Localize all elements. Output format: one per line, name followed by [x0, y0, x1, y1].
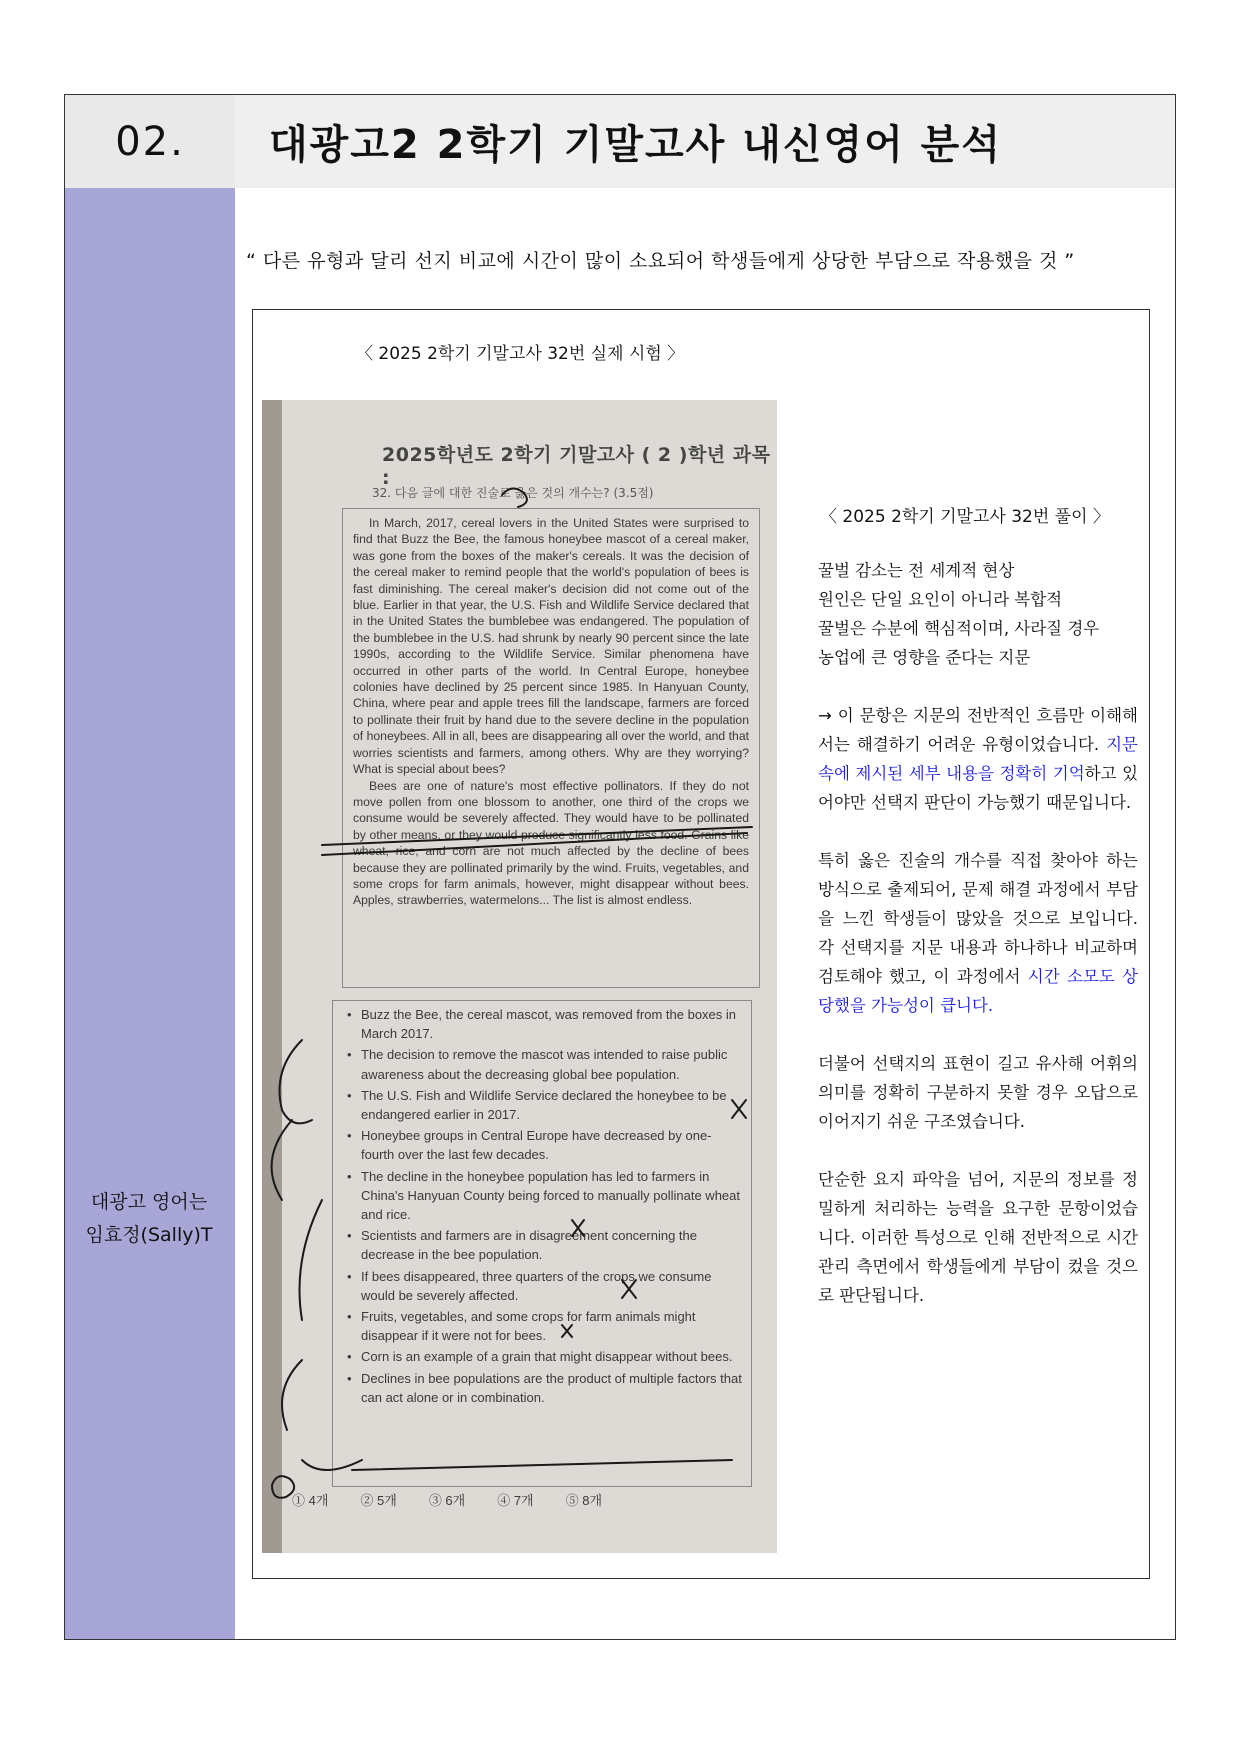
- quote-text: “ 다른 유형과 달리 선지 비교에 시간이 많이 소요되어 학생들에게 상당한 부담으로 작용했을 것 ”: [246, 250, 1075, 272]
- choice-5: ⑤ 8개: [565, 1493, 603, 1508]
- passage-paragraph: In March, 2017, cereal lovers in the United States were surprised to find that Buzz the Bee, the famous honeybee mascot of a cereal maker, was gone from the boxes of the maker's cereals. It was the decision of the cereal maker to remind people that the world's population of bees is fast diminishing. The cereal maker's decision did not come out of the blue. Earlier in that year, the U.S. Fish and Wildlife Service declared that in the United States the bumblebee was endangered. The population of the bumblebee in the U.S. had shrunk by nearly 90 percent since the late 1990s, according to the Wildlife Service. Similar phenomena have occurred in other parts of the world. In Central Europe, honeybee colonies have declined by 25 percent since 1985. In Hanyuan County, China, where pear and apple trees fill the landscape, farmers are forced to pollinate their fruit by hand due to the severe decline in the population of honeybees. All in all, bees are disappearing all over the world, and that worries scientists and farmers, among others. Why are they worrying? What is special about bees?: [353, 516, 749, 777]
- solution-body: [818, 556, 1138, 1339]
- option-item: • The decision to remove the mascot was intended to raise public awareness about the decreasing global bee population.: [347, 1045, 743, 1083]
- summary-line: 꿀벌 감소는 전 세계적 현상: [818, 561, 1015, 580]
- exam-caption: 〈 2025 2학기 기말고사 32번 실제 시험 〉: [356, 344, 685, 364]
- solution-paragraph-2: [818, 846, 1138, 1020]
- choice-2: ② 5개: [360, 1493, 397, 1508]
- exam-passage: [342, 508, 760, 988]
- option-item: • Fruits, vegetables, and some crops for farm animals might disappear if it were not for bees.: [347, 1307, 743, 1345]
- sidebar: [65, 188, 235, 1639]
- exam-photo: [262, 400, 777, 1553]
- solution-paragraph-4: 단순한 요지 파악을 넘어, 지문의 정보를 정밀하게 처리하는 능력을 요구한 문항이었습니다. 이러한 특성으로 인해 전반적으로 시간 관리 측면에서 학생들에게 부담이 컸을 것으로 판단됩니다.: [818, 1170, 1138, 1305]
- summary-line: 꿀벌은 수분에 핵심적이며, 사라질 경우: [818, 619, 1100, 638]
- p2-text: 특히 옳은 진술의 개수를 직접 찾아야 하는 방식으로 출제되어, 문제 해결 과정에서 부담을 느낀 학생들이 많았을 것으로 보입니다. 각 선택지를 지문 내용과 하나하나 비교하며 검토해야 했고, 이 과정에서: [818, 851, 1138, 986]
- solution-paragraph-1: [818, 701, 1138, 817]
- option-item: • The decline in the honeybee population has led to farmers in China's Hanyuan County being forced to manually pollinate wheat and rice.: [347, 1167, 743, 1225]
- page-title: 대광고2 2학기 기말고사 내신영어 분석: [235, 95, 1175, 188]
- passage-paragraph: Bees are one of nature's most effective pollinators. If they do not move pollen from one blossom to another, one third of the crops we consume would be severely affected. They would have to be pollinated by other means, or they would produce significantly less food. Grains like wheat, rice, and corn are not much affected by the decline of bees because they are pollinated primarily by the wind. Fruits, vegetables, and some crops for farm animals, however, might disappear without bees. Apples, strawberries, watermelons... The list is almost endless.: [353, 778, 749, 908]
- p1-highlight: 지문 속에 제시된 세부 내용을 정확히 기억: [818, 735, 1138, 783]
- solution-paragraph-3: 더불어 선택지의 표현이 길고 유사해 어휘의 의미를 정확히 구분하지 못할 경우 오답으로 이어지기 쉬운 구조였습니다.: [818, 1054, 1138, 1131]
- p1-text: → 이 문항은 지문의 전반적인 흐름만 이해해서는 해결하기 어려운 유형이었습니다.: [818, 706, 1138, 754]
- choice-4: ④ 7개: [497, 1493, 534, 1508]
- exam-paper: [282, 400, 777, 1553]
- sidebar-label: [64, 1186, 234, 1252]
- p1-text-end: 하고 있어야만 선택지 판단이 가능했기 때문입니다.: [818, 764, 1139, 812]
- option-item: • Scientists and farmers are in disagreement concerning the decrease in the bee population.: [347, 1226, 743, 1264]
- exam-question: 32. 다음 글에 대한 진술로 옳은 것의 개수는? (3.5점): [372, 486, 654, 500]
- exam-options: [332, 1000, 752, 1487]
- sidebar-label-line1: 대광고 영어는: [90, 1191, 208, 1213]
- answer-choices: [292, 1490, 712, 1509]
- solution-summary: [818, 556, 1138, 672]
- solution-title: 〈 2025 2학기 기말고사 32번 풀이 〉: [820, 507, 1110, 527]
- p2-highlight: 시간 소모도 상당했을 가능성이 큽니다.: [818, 967, 1138, 1015]
- option-item: • If bees disappeared, three quarters of the crops we consume would be severely affected.: [347, 1267, 743, 1305]
- option-item: • Declines in bee populations are the product of multiple factors that can act alone or in combination.: [347, 1369, 743, 1407]
- summary-line: 원인은 단일 요인이 아니라 복합적: [818, 590, 1063, 609]
- option-item: • Honeybee groups in Central Europe have decreased by one-fourth over the last few decades.: [347, 1126, 743, 1164]
- option-item: • Corn is an example of a grain that might disappear without bees.: [347, 1347, 743, 1366]
- summary-line: 농업에 큰 영향을 준다는 지문: [818, 648, 1031, 667]
- option-item: • Buzz the Bee, the cereal mascot, was removed from the boxes in March 2017.: [347, 1005, 743, 1043]
- option-item: • The U.S. Fish and Wildlife Service declared the honeybee to be endangered earlier in 2017.: [347, 1086, 743, 1124]
- exam-heading: 2025학년도 2학기 기말고사 ( 2 )학년 과목 :: [382, 444, 771, 489]
- sidebar-label-line2: 임효정(Sally)T: [85, 1224, 213, 1246]
- choice-3: ③ 6개: [428, 1493, 466, 1508]
- choice-1: ① 4개: [292, 1493, 329, 1508]
- section-number: 02.: [65, 95, 235, 188]
